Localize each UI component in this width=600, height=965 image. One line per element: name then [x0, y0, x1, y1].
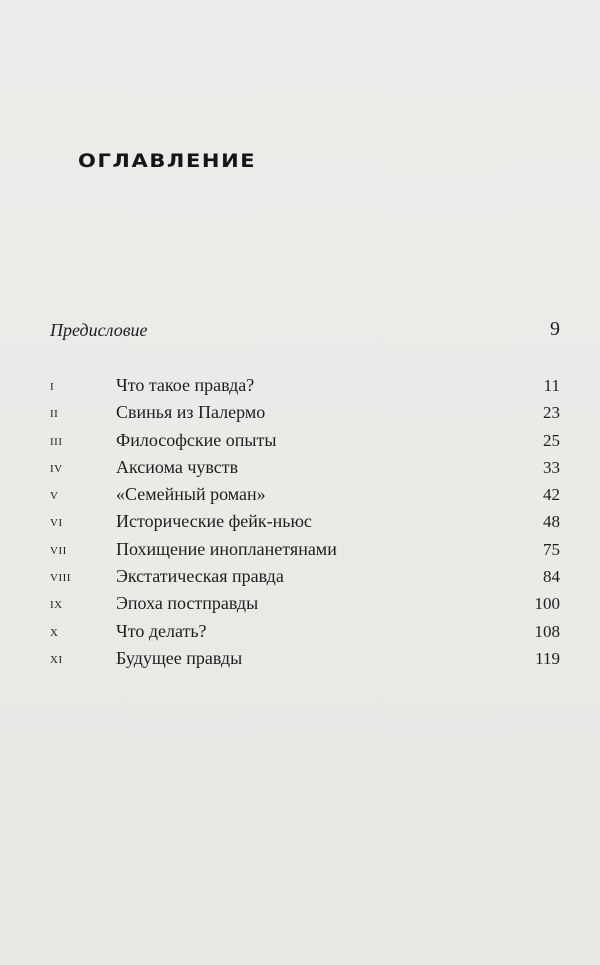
- page-title: ОГЛАВЛЕНИЕ: [78, 150, 257, 172]
- chapter-title: Что такое правда?: [116, 375, 255, 395]
- chapter-page-number: 100: [534, 594, 560, 614]
- toc-entry-chapter-1[interactable]: [50, 372, 560, 399]
- chapter-number: xi: [50, 649, 63, 667]
- chapter-number: ii: [50, 404, 59, 422]
- chapter-page-number: 119: [535, 648, 560, 668]
- chapter-page-number: 33: [543, 457, 560, 477]
- toc-entry-chapter-6[interactable]: [50, 508, 560, 535]
- toc-entry-chapter-2[interactable]: [50, 399, 560, 426]
- chapter-page-number: 23: [543, 403, 560, 423]
- chapter-number: i: [50, 377, 55, 394]
- chapter-title: Исторические фейк-ньюс: [116, 511, 312, 532]
- chapter-title: Будущее правды: [116, 647, 243, 668]
- chapter-page-number: 25: [543, 430, 560, 450]
- chapter-number: viii: [50, 568, 71, 586]
- toc-entry-chapter-9[interactable]: [50, 590, 560, 617]
- chapter-page-number: 108: [534, 621, 560, 641]
- chapter-title: Похищение инопланетянами: [116, 538, 337, 559]
- chapter-title: Аксиома чувств: [116, 456, 239, 477]
- chapter-title: Эпоха постправды: [116, 593, 259, 614]
- chapter-page-number: 75: [543, 539, 560, 559]
- chapter-title: «Семейный роман»: [116, 484, 266, 505]
- chapter-title: Свинья из Палермо: [116, 402, 266, 423]
- chapter-number: x: [50, 622, 59, 640]
- toc-entry-chapter-8[interactable]: [50, 563, 560, 590]
- toc-entry-preface[interactable]: [50, 318, 560, 344]
- chapter-number: iii: [50, 431, 63, 449]
- chapter-title: Философские опыты: [116, 429, 277, 450]
- toc-entry-chapter-4[interactable]: [50, 454, 560, 481]
- toc-entry-chapter-7[interactable]: [50, 536, 560, 563]
- toc-entry-chapter-3[interactable]: [50, 427, 560, 454]
- chapter-page-number: 84: [543, 567, 560, 587]
- chapter-title: Что делать?: [116, 620, 207, 641]
- chapter-list: [50, 372, 560, 672]
- toc-entry-chapter-10[interactable]: [50, 618, 560, 645]
- toc-entry-page-number: 9: [550, 318, 560, 340]
- chapter-number: iv: [50, 458, 63, 476]
- chapter-title: Экстатическая правда: [116, 566, 284, 587]
- chapter-page-number: 42: [543, 485, 560, 505]
- toc-entry-chapter-5[interactable]: [50, 481, 560, 508]
- toc-entry-chapter-11[interactable]: [50, 645, 560, 672]
- chapter-page-number: 11: [543, 376, 560, 395]
- toc-entry-title: Предисловие: [50, 320, 148, 340]
- chapter-number: v: [50, 486, 59, 504]
- chapter-number: vi: [50, 513, 63, 531]
- chapter-number: ix: [50, 595, 63, 613]
- chapter-page-number: 48: [543, 512, 560, 532]
- chapter-number: vii: [50, 540, 67, 558]
